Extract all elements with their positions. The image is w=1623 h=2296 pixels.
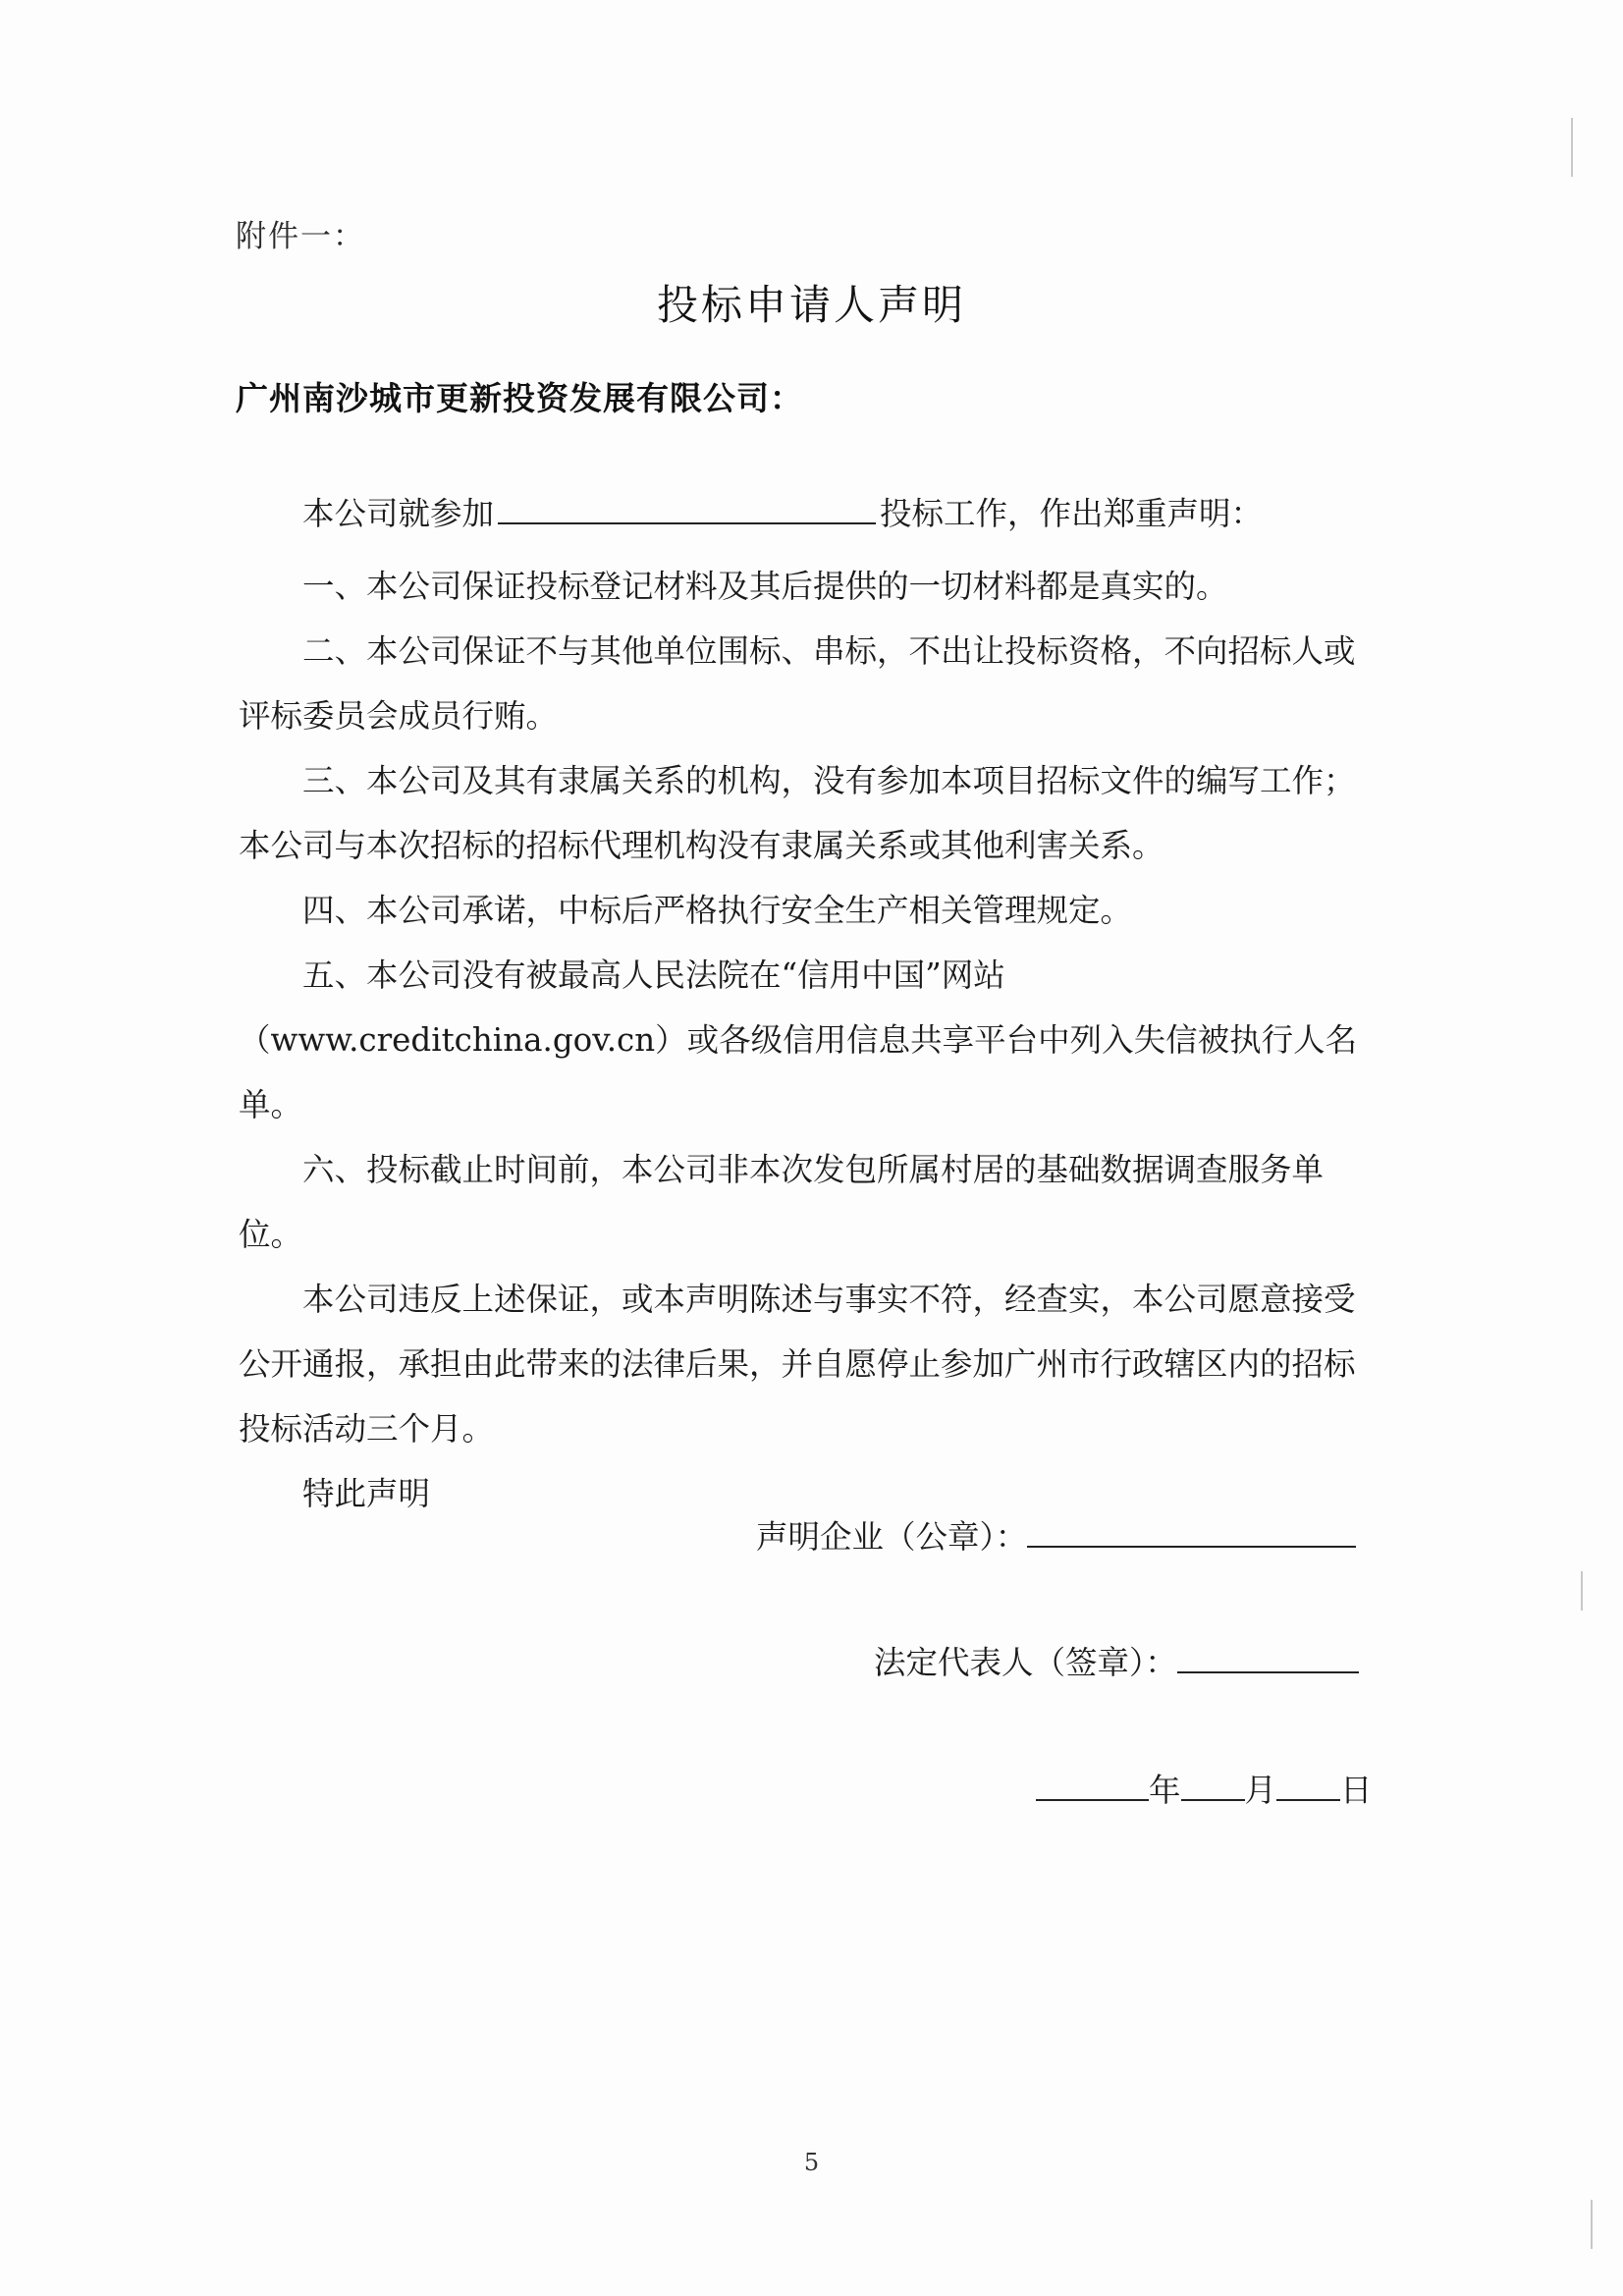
year-blank <box>1036 1770 1149 1801</box>
year-label: 年 <box>1149 1772 1181 1809</box>
clause-4: 四、本公司承诺，中标后严格执行安全生产相关管理规定。 <box>302 892 1133 929</box>
legal-rep-label: 法定代表人（签章）： <box>874 1644 1177 1681</box>
day-label: 日 <box>1340 1772 1373 1809</box>
month-label: 月 <box>1244 1772 1277 1809</box>
legal-rep-blank <box>1177 1642 1359 1673</box>
intro-before: 本公司就参加 <box>302 495 495 532</box>
intro-after: 投标工作，作出郑重声明： <box>880 495 1264 532</box>
clause-1: 一、本公司保证投标登记材料及其后提供的一切材料都是真实的。 <box>302 568 1228 605</box>
day-blank <box>1276 1770 1340 1801</box>
clause-6: 六、投标截止时间前，本公司非本次发包所属村居的基础数据调查服务单位。 <box>239 1151 1325 1253</box>
date-line <box>1036 1766 1373 1811</box>
clause-5: 五、本公司没有被最高人民法院在“信用中国”网站（www.creditchina.gov.cn）或各级信用信息共享平台中列入失信被执行人名单。 <box>239 957 1358 1123</box>
company-seal-blank <box>1027 1516 1356 1548</box>
month-blank <box>1181 1770 1245 1801</box>
company-seal-label: 声明企业（公章）： <box>756 1518 1028 1556</box>
page-number: 5 <box>803 2149 820 2176</box>
recipient-company: 广州南沙城市更新投资发展有限公司： <box>236 379 803 417</box>
intro-sentence <box>302 489 1263 534</box>
document-title: 投标申请人声明 <box>656 281 966 329</box>
declaration-clauses <box>239 554 1382 1526</box>
closing-statement: 特此声明 <box>302 1475 431 1512</box>
company-seal-line <box>756 1512 1356 1558</box>
scan-artifact <box>1581 1571 1583 1611</box>
attachment-label: 附件一： <box>236 219 365 254</box>
liability-paragraph: 本公司违反上述保证，或本声明陈述与事实不符，经查实，本公司愿意接受公开通报，承担由此带来的法律后果，并自愿停止参加广州市行政辖区内的招标投标活动三个月。 <box>239 1281 1356 1448</box>
clause-2: 二、本公司保证不与其他单位围标、串标，不出让投标资格，不向招标人或评标委员会成员行贿。 <box>239 632 1356 735</box>
scan-artifact <box>1591 2200 1593 2249</box>
scan-artifact <box>1571 118 1573 177</box>
legal-rep-line <box>874 1638 1359 1683</box>
clause-3: 三、本公司及其有隶属关系的机构，没有参加本项目招标文件的编写工作；本公司与本次招标的招标代理机构没有隶属关系或其他利害关系。 <box>239 762 1356 864</box>
project-name-blank <box>498 493 876 524</box>
